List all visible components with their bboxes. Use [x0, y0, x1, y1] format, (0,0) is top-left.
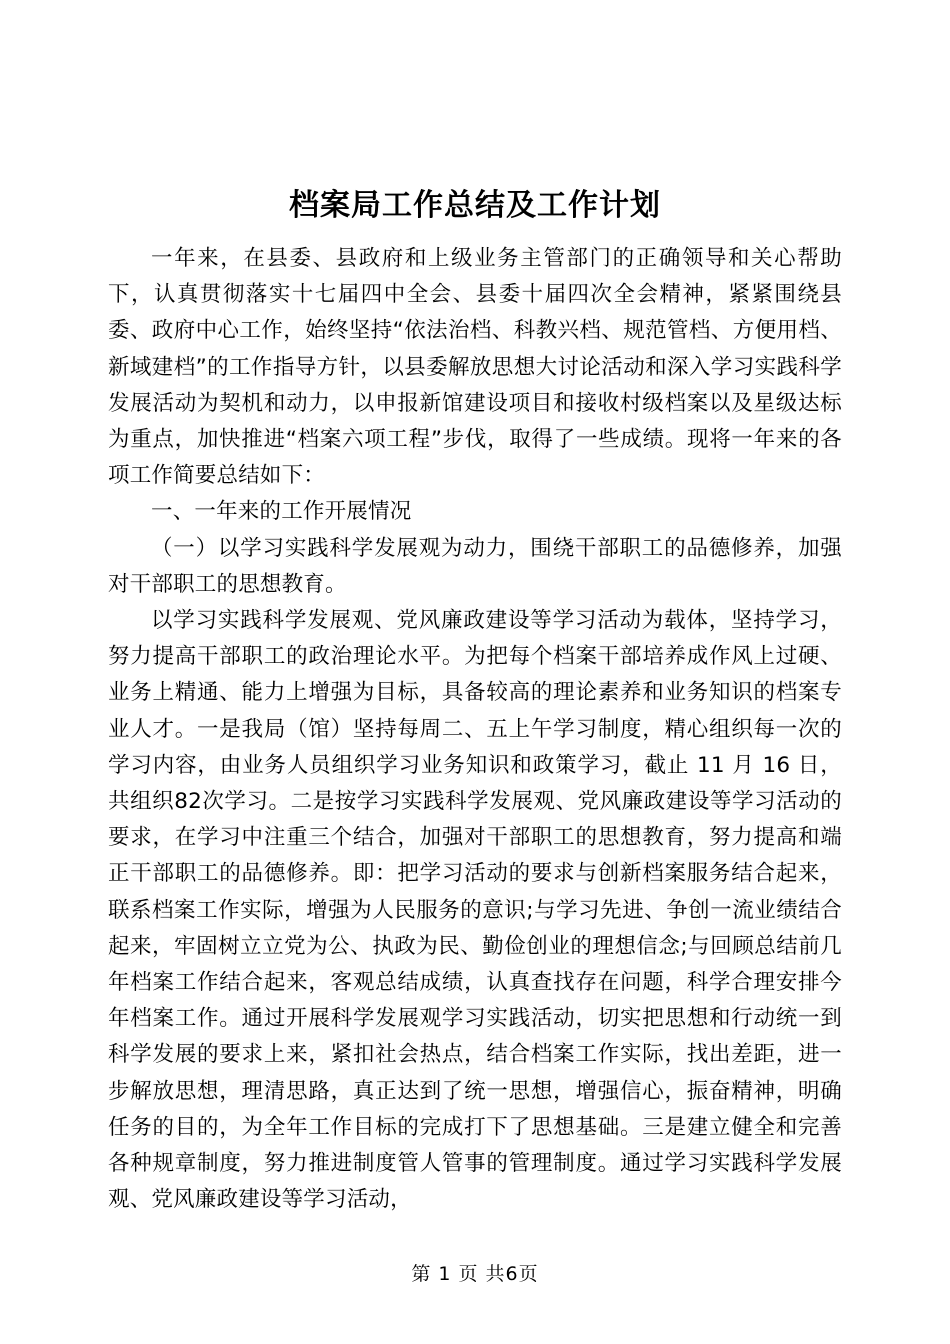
document-body — [108, 241, 842, 1218]
page-footer: 第 1 页 共6页 — [411, 1263, 539, 1285]
paragraph-3: （一）以学习实践科学发展观为动力，围绕干部职工的品德修养，加强对干部职工的思想教育。 — [108, 535, 842, 597]
paragraph-1: 一年来，在县委、县政府和上级业务主管部门的正确领导和关心帮助下，认真贯彻落实十七届四中全会、县委十届四次全会精神，紧紧围绕县委、政府中心工作，始终坚持“依法治档、科教兴档、规范管档、方便用档、新域建档”的工作指导方针，以县委解放思想大讨论活动和深入学习实践科学发展活动为契机和动力，以申报新馆建设项目和接收村级档案以及星级达标为重点，加快推进“档案六项工程”步伐，取得了一些成绩。现将一年来的各项工作简要总结如下： — [108, 246, 842, 489]
paragraph-4: 以学习实践科学发展观、党风廉政建设等学习活动为载体，坚持学习，努力提高干部职工的政治理论水平。为把每个档案干部培养成作风上过硬、业务上精通、能力上增强为目标，具备较高的理论素养和业务知识的档案专业人才。一是我局（馆）坚持每周二、五上午学习制度，精心组织每一次的学习内容，由业务人员组织学习业务知识和政策学习，截止 11 月 16 日，共组织82次学习。二是按学习实践科学发展观、党风廉政建设等学习活动的要求，在学习中注重三个结合，加强对干部职工的思想教育，努力提高和端正干部职工的品德修养。即：把学习活动的要求与创新档案服务结合起来，联系档案工作实际，增强为人民服务的意识;与学习先进、争创一流业绩结合起来，牢固树立立党为公、执政为民、勤俭创业的理想信念;与回顾总结前几年档案工作结合起来，客观总结成绩，认真查找存在问题，科学合理安排今年档案工作。通过开展科学发展观学习实践活动，切实把思想和行动统一到科学发展的要求上来，紧扣社会热点，结合档案工作实际，找出差距，进一步解放思想，理清思路，真正达到了统一思想，增强信心，振奋精神，明确任务的目的，为全年工作目标的完成打下了思想基础。三是建立健全和完善各种规章制度，努力推进制度管人管事的管理制度。通过学习实践科学发展观、党风廉政建设等学习活动， — [108, 608, 842, 1213]
page-title: 档案局工作总结及工作计划 — [289, 188, 661, 223]
paragraph-2: 一、一年来的工作开展情况 — [151, 499, 412, 525]
